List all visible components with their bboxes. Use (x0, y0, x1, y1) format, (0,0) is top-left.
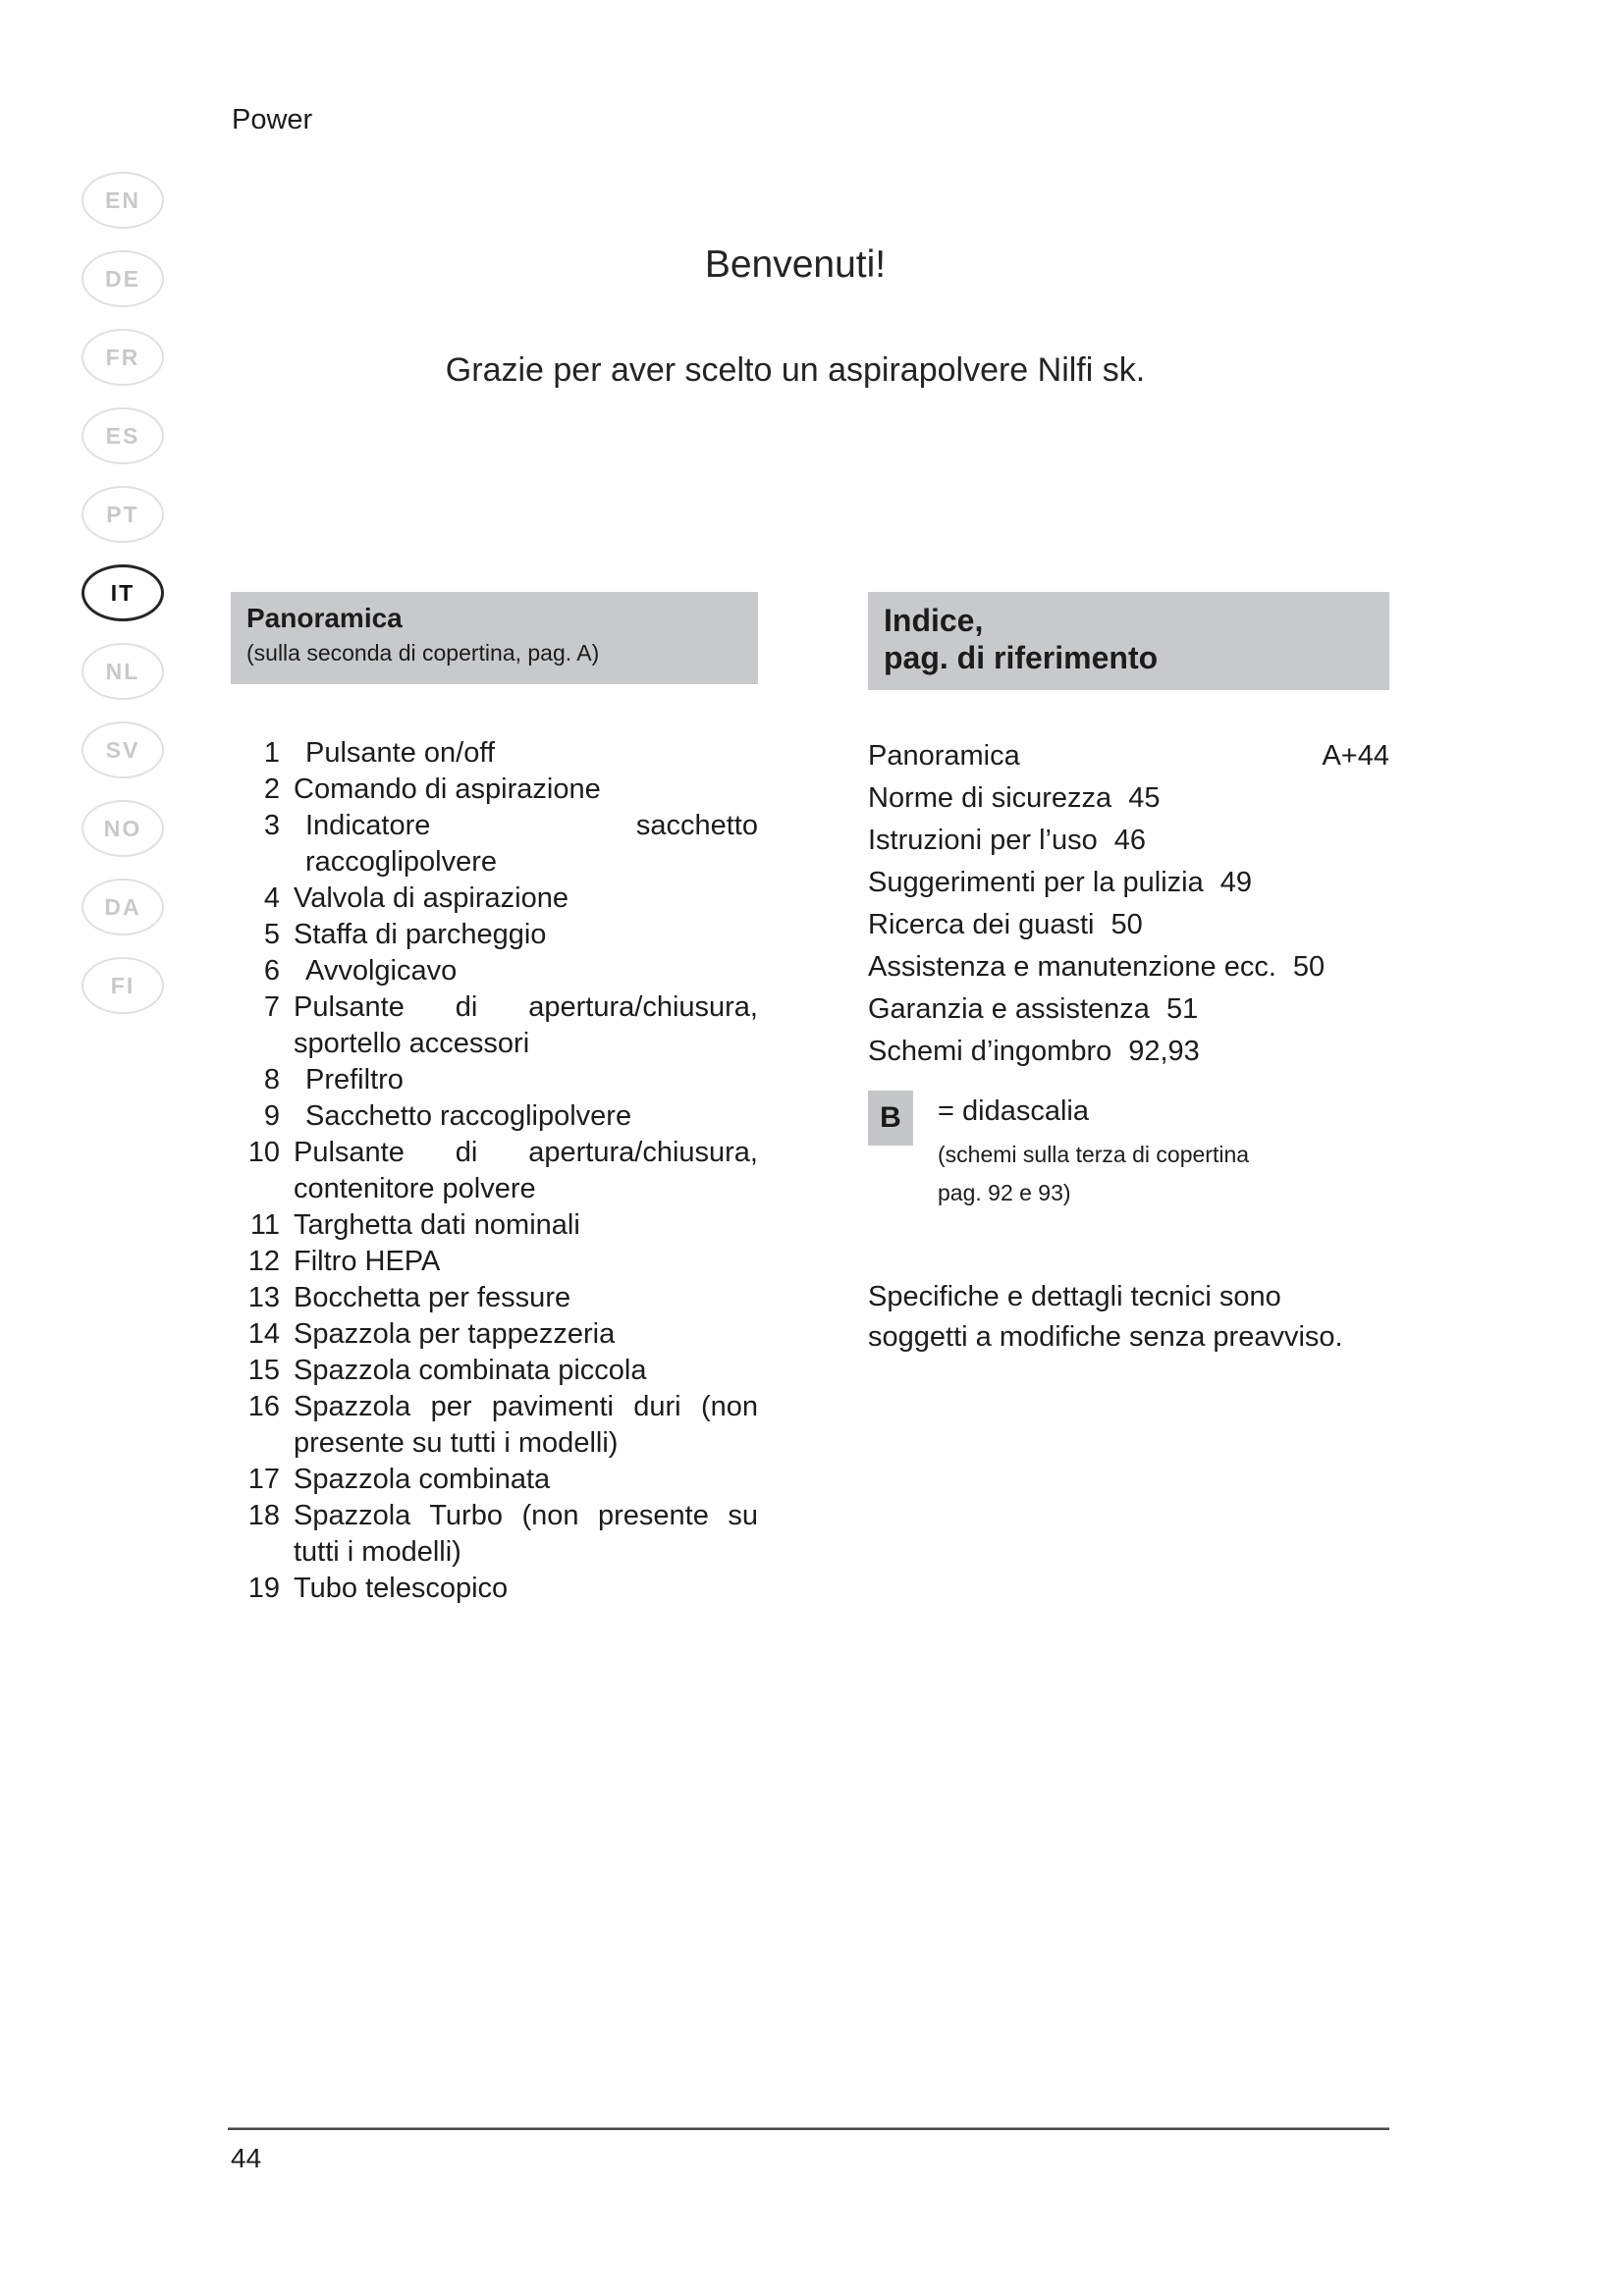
overview-item-text: Avvolgicavo (305, 955, 458, 987)
overview-item-number: 3 (263, 810, 280, 841)
overview-item-text: Spazzola combinata piccola (294, 1355, 647, 1386)
index-entry-page: A+44 (1322, 740, 1389, 772)
page-number: 44 (231, 2143, 262, 2173)
language-tab-it-active: IT (81, 564, 164, 621)
overview-item (231, 1571, 758, 1607)
language-tab-column (81, 172, 164, 1036)
index-entry-page: 92,93 (1128, 1036, 1200, 1067)
overview-item (231, 1353, 758, 1389)
overview-item-text: Indicatore sacchetto raccoglipolvere (305, 810, 758, 878)
overview-item (231, 1135, 758, 1207)
overview-item (231, 1062, 758, 1098)
index-entry-label: Garanzia e assistenza (868, 993, 1150, 1025)
index-entry (868, 946, 1389, 988)
index-heading-line2: pag. di riferimento (884, 640, 1159, 675)
index-entry-page: 50 (1292, 951, 1326, 983)
index-entry-page: 51 (1165, 993, 1199, 1025)
overview-item-text: Targhetta dati nominali (294, 1209, 580, 1241)
disclaimer (868, 1277, 1389, 1358)
language-tab-no: NO (81, 800, 164, 857)
language-tab-pt: PT (81, 486, 164, 543)
overview-item (231, 1462, 758, 1498)
welcome-subtitle: Grazie per aver scelto un aspirapolvere Nilfi sk. (445, 351, 1146, 389)
overview-item-number: 4 (263, 882, 280, 914)
overview-item-number: 1 (263, 737, 280, 769)
language-tab-sv: SV (81, 721, 164, 778)
overview-item (231, 989, 758, 1062)
index-entry-label: Norme di sicurezza (868, 782, 1112, 814)
index-entry-label: Panoramica (868, 740, 1020, 772)
language-tab-de: DE (81, 250, 164, 307)
overview-item-text: Bocchetta per fessure (294, 1282, 571, 1313)
overview-item-text: Pulsante di apertura/chiusura, contenitore polvere (294, 1137, 758, 1204)
overview-item-number: 5 (263, 919, 280, 950)
overview-item-text: Spazzola Turbo (non presente su tutti i modelli) (294, 1500, 758, 1568)
overview-item (231, 808, 758, 881)
footer-rule (228, 2127, 1389, 2130)
index-entry (868, 1031, 1389, 1073)
index-entry (868, 862, 1389, 904)
overview-item-text: Sacchetto raccoglipolvere (305, 1100, 632, 1132)
overview-item (231, 1498, 758, 1571)
overview-item (231, 953, 758, 989)
index-entry-label: Ricerca dei guasti (868, 909, 1095, 940)
index-list (868, 735, 1389, 1073)
caption-legend-label: = didascalia (938, 1095, 1089, 1127)
overview-item-number: 10 (247, 1137, 280, 1168)
overview-header-box (231, 592, 758, 684)
overview-item-number: 11 (249, 1209, 280, 1241)
disclaimer-line2: soggetti a modifiche senza preavviso. (868, 1321, 1343, 1353)
overview-item-number: 8 (263, 1064, 280, 1095)
overview-item-number: 19 (247, 1573, 280, 1604)
index-panel (868, 592, 1389, 1358)
caption-legend-note-line2: pag. 92 e 93) (938, 1180, 1071, 1205)
overview-item (231, 1098, 758, 1135)
overview-item (231, 735, 758, 772)
index-entry-label: Suggerimenti per la pulizia (868, 867, 1204, 898)
overview-item (231, 917, 758, 953)
welcome-title: Benvenuti! (704, 243, 887, 286)
language-tab-es: ES (81, 407, 164, 464)
overview-item-text: Valvola di aspirazione (294, 882, 568, 914)
overview-item-number: 12 (247, 1246, 280, 1277)
language-tab-nl: NL (81, 643, 164, 700)
overview-list (231, 735, 758, 1607)
overview-item-number: 9 (263, 1100, 280, 1132)
overview-item (231, 881, 758, 917)
index-entry (868, 988, 1389, 1031)
overview-item-number: 13 (247, 1282, 280, 1313)
overview-item (231, 772, 758, 808)
overview-panel (231, 592, 758, 1607)
index-heading-line1: Indice, (884, 603, 984, 638)
disclaimer-line1: Specifiche e dettagli tecnici sono (868, 1281, 1281, 1312)
index-entry (868, 904, 1389, 946)
overview-item-number: 6 (263, 955, 280, 987)
overview-item-text: Spazzola per pavimenti duri (non presente su tutti i modelli) (294, 1391, 758, 1459)
overview-heading: Panoramica (246, 603, 403, 633)
caption-legend (868, 1091, 1389, 1212)
overview-item (231, 1244, 758, 1280)
index-entry-label: Schemi d’ingombro (868, 1036, 1112, 1067)
overview-item (231, 1207, 758, 1244)
language-tab-en: EN (81, 172, 164, 229)
overview-item-text: Prefiltro (305, 1064, 404, 1095)
caption-legend-body (938, 1091, 1249, 1212)
overview-item-number: 14 (247, 1318, 280, 1350)
overview-item-text: Filtro HEPA (294, 1246, 441, 1277)
index-entry (868, 777, 1389, 820)
index-entry (868, 735, 1389, 777)
overview-item-text: Staffa di parcheggio (294, 919, 547, 950)
index-entry-page: 50 (1110, 909, 1143, 940)
index-entry-page: 49 (1219, 867, 1253, 898)
overview-item-text: Comando di aspirazione (294, 774, 601, 805)
overview-item-number: 7 (263, 991, 280, 1023)
caption-legend-note (938, 1136, 1249, 1212)
overview-item (231, 1389, 758, 1462)
caption-legend-note-line1: (schemi sulla terza di copertina (938, 1142, 1250, 1167)
overview-item-text: Spazzola per tappezzeria (294, 1318, 616, 1350)
overview-item (231, 1316, 758, 1353)
overview-item-text: Pulsante on/off (305, 737, 495, 769)
overview-item-number: 15 (247, 1355, 280, 1386)
index-header-box (868, 592, 1389, 690)
index-entry (868, 820, 1389, 862)
index-entry-page: 45 (1128, 782, 1161, 814)
overview-subheading: (sulla seconda di copertina, pag. A) (246, 640, 600, 666)
caption-badge: B (868, 1091, 913, 1146)
overview-item-text: Tubo telescopico (294, 1573, 509, 1604)
index-entry-label: Assistenza e manutenzione ecc. (868, 951, 1276, 983)
overview-item-number: 18 (247, 1500, 280, 1531)
overview-item-text: Spazzola combinata (294, 1464, 551, 1495)
overview-item-number: 16 (247, 1391, 280, 1422)
language-tab-da: DA (81, 879, 164, 935)
overview-item (231, 1280, 758, 1316)
overview-item-number: 17 (247, 1464, 280, 1495)
language-tab-fi: FI (81, 957, 164, 1014)
index-entry-label: Istruzioni per l’uso (868, 825, 1098, 856)
product-label: Power (232, 104, 313, 135)
index-entry-page: 46 (1113, 825, 1146, 856)
overview-item-text: Pulsante di apertura/chiusura, sportello accessori (294, 991, 758, 1059)
overview-item-number: 2 (263, 774, 280, 805)
language-tab-fr: FR (81, 329, 164, 386)
